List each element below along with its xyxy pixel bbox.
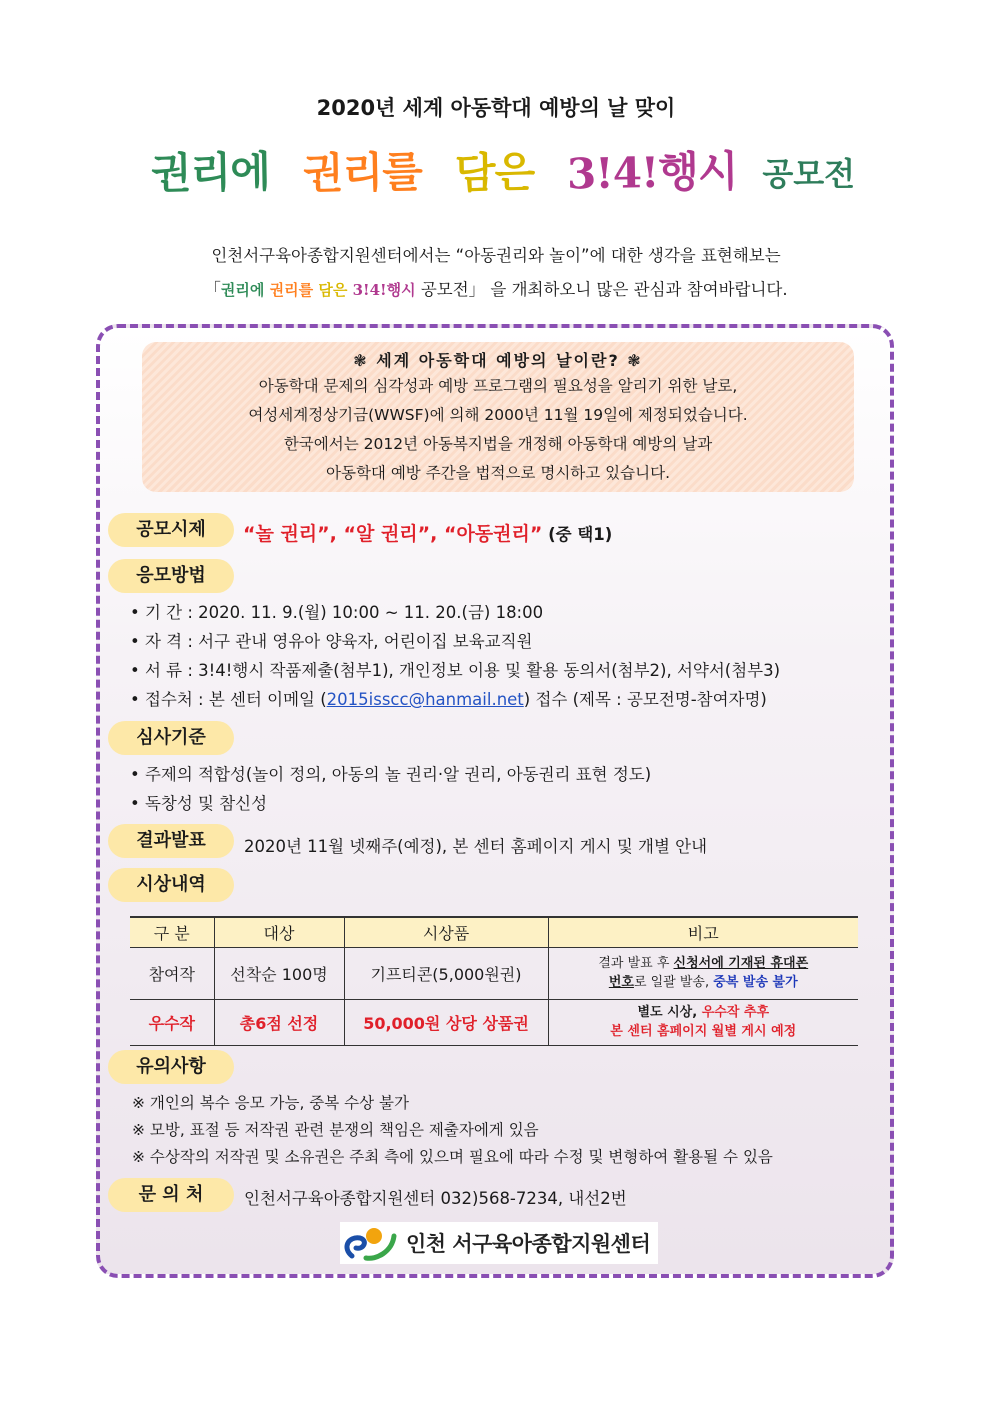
table-cell: 우수작 bbox=[130, 999, 214, 1045]
intro-mini-title bbox=[221, 280, 416, 299]
table-cell: 50,000원 상당 상품권 bbox=[344, 999, 548, 1045]
table-header: 시상품 bbox=[344, 917, 548, 947]
table-cell-note bbox=[548, 999, 858, 1045]
logo-swirl-icon bbox=[340, 1222, 400, 1264]
table-row bbox=[130, 947, 858, 999]
intro-bracket: 「 bbox=[204, 280, 221, 299]
list-item bbox=[130, 685, 780, 714]
list-item: • 서 류 : 3!4!행시 작품제출(첨부1), 개인정보 이용 및 활용 동의서(첨부2), 서약서(첨부3) bbox=[130, 661, 781, 680]
topic-text bbox=[243, 519, 612, 546]
table-cell-note bbox=[548, 947, 858, 999]
info-line: 한국에서는 2012년 아동복지법을 개정해 아동학대 예방의 날과 bbox=[283, 435, 713, 453]
list-item: • 기 간 : 2020. 11. 9.(월) 10:00 ~ 11. 20.(금) 18:00 bbox=[130, 603, 544, 622]
topic-choose: (중 택1) bbox=[542, 525, 613, 544]
note-highlight: 신청서에 기재된 휴대폰 bbox=[673, 956, 809, 971]
table-cell: 참여작 bbox=[130, 947, 214, 999]
method-label: 응모방법 bbox=[108, 559, 234, 593]
info-line: 여성세계정상기금(WWSF)에 의해 2000년 11월 19일에 제정되었습니다. bbox=[248, 406, 748, 424]
intro-line-1: 인천서구육아종합지원센터에서는 “아동권리와 놀이”에 대한 생각을 표현해보는 bbox=[211, 246, 781, 265]
title-word-1: 권리에 bbox=[150, 146, 271, 199]
contact-label: 문 의 처 bbox=[108, 1178, 234, 1212]
table-cell: 선착순 100명 bbox=[214, 947, 344, 999]
awards-label: 시상내역 bbox=[108, 868, 234, 902]
email-suffix: ) 접수 (제목 : 공모전명-참여자명) bbox=[523, 690, 767, 709]
list-item: ※ 수상작의 저작권 및 소유권은 주최 측에 있으며 필요에 따라 수정 및 변형하여 활용될 수 있음 bbox=[132, 1148, 773, 1166]
contact-text: 인천서구육아종합지원센터 032)568-7234, 내선2번 bbox=[244, 1189, 627, 1208]
note-text: 별도 시상, bbox=[637, 1005, 702, 1020]
list-item: • 주제의 적합성(놀이 정의, 아동의 놀 권리·알 권리, 아동권리 표현 정도) bbox=[130, 765, 652, 784]
logo-text: 인천 서구육아종합지원센터 bbox=[406, 1232, 651, 1256]
method-list bbox=[130, 598, 780, 714]
title-word-4: 3!4!행시 bbox=[566, 146, 738, 199]
center-logo bbox=[340, 1222, 658, 1264]
awards-table bbox=[130, 916, 858, 1046]
table-header: 구 분 bbox=[130, 917, 214, 947]
note-text: 결과 발표 후 bbox=[598, 956, 674, 971]
note-highlight: 본 센터 홈페이지 월별 게시 예정 bbox=[610, 1024, 797, 1039]
table-header: 비고 bbox=[548, 917, 858, 947]
caution-list bbox=[132, 1090, 773, 1171]
topic-options: “놀 권리”, “알 권리”, “아동권리” bbox=[243, 523, 543, 545]
title-word-3: 담은 bbox=[454, 147, 535, 198]
criteria-label: 심사기준 bbox=[108, 721, 234, 755]
email-prefix: • 접수처 : 본 센터 이메일 ( bbox=[130, 690, 327, 709]
info-line: 아동학대 예방 주간을 법적으로 명시하고 있습니다. bbox=[326, 464, 670, 482]
table-cell: 기프티콘(5,000원권) bbox=[344, 947, 548, 999]
table-cell: 총6점 선정 bbox=[214, 999, 344, 1045]
list-item: ※ 모방, 표절 등 저작권 관련 분쟁의 책임은 제출자에게 있음 bbox=[132, 1121, 539, 1139]
mini-word-4: 3!4!행시 bbox=[352, 281, 416, 299]
note-highlight: 번호 bbox=[608, 975, 634, 990]
criteria-list bbox=[130, 760, 651, 818]
title-word-2: 권리를 bbox=[302, 146, 422, 199]
info-box bbox=[142, 342, 854, 492]
page-subtitle: 2020년 세계 아동학대 예방의 날 맞이 bbox=[316, 96, 676, 120]
table-header-row bbox=[130, 917, 858, 947]
list-item: • 독창성 및 참신성 bbox=[130, 794, 268, 813]
mini-word-2: 권리를 bbox=[269, 281, 314, 299]
info-line: 아동학대 문제의 심각성과 예방 프로그램의 필요성을 알리기 위한 날로, bbox=[258, 377, 738, 395]
mini-word-1: 권리에 bbox=[220, 281, 265, 299]
table-row bbox=[130, 999, 858, 1045]
page-title bbox=[0, 140, 992, 200]
email-link[interactable]: 2015isscc@hanmail.net bbox=[326, 690, 524, 709]
note-warning: 중복 발송 불가 bbox=[713, 975, 798, 990]
topic-label: 공모시제 bbox=[108, 513, 234, 547]
list-item: ※ 개인의 복수 응모 가능, 중복 수상 불가 bbox=[132, 1094, 409, 1112]
info-title: ❃ 세계 아동학대 예방의 날이란? ❃ bbox=[353, 351, 643, 370]
result-text: 2020년 11월 넷째주(예정), 본 센터 홈페이지 게시 및 개별 안내 bbox=[244, 837, 708, 856]
table-header: 대상 bbox=[214, 917, 344, 947]
intro-suffix: 공모전」 bbox=[420, 280, 486, 299]
result-label: 결과발표 bbox=[108, 824, 234, 858]
caution-label: 유의사항 bbox=[108, 1050, 234, 1084]
mini-word-3: 담은 bbox=[318, 281, 348, 299]
list-item: • 자 격 : 서구 관내 영유아 양육자, 어린이집 보육교직원 bbox=[130, 632, 533, 651]
note-text: 로 일괄 발송, bbox=[633, 975, 714, 990]
note-highlight: 우수작 추후 bbox=[701, 1005, 770, 1020]
intro-rest: 을 개최하오니 많은 관심과 참여바랍니다. bbox=[485, 280, 788, 299]
intro-line-2 bbox=[0, 276, 992, 300]
title-suffix: 공모전 bbox=[762, 155, 856, 193]
